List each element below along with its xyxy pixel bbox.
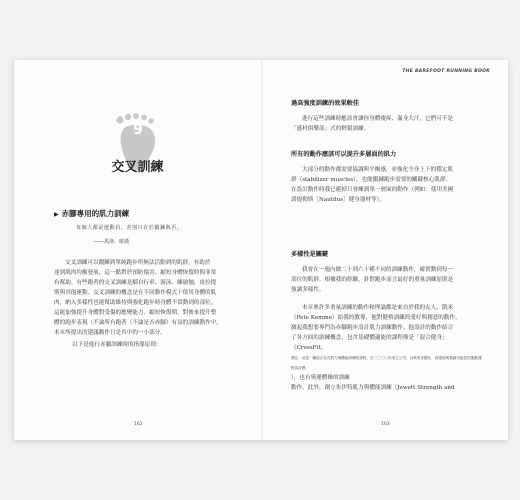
subsection-multiplane (291, 149, 483, 205)
left-body-text (54, 258, 234, 352)
running-head: THE BAREFOOT RUNNING BOOK (402, 69, 490, 74)
paragraph-block (291, 303, 483, 393)
text-line: 部位的肌群。根據我的經驗，針對跑步而言最好的重量訓練原則是 (291, 277, 454, 283)
text-line: ），也有奧運體操的訓練 (291, 375, 350, 381)
text-line: 體的跑步表現（不論所有跑者（不論是否赤腳）有益的訓練動作中， (54, 320, 222, 326)
text-line: 激起我想要專門為赤腳跑步設計肌力訓練動作。他設計的動作結合 (291, 325, 454, 331)
epigraph-author: ——馬洛．庫漢 (94, 239, 130, 245)
chapter-number: 9 (133, 122, 143, 138)
paragraph (291, 165, 483, 205)
right-page (263, 60, 508, 440)
text-line: 交叉訓練可以鍛鍊到單純跑步所無法活動到的肌群，有助於 (65, 260, 211, 266)
paragraph (291, 303, 483, 393)
book-spread (14, 60, 508, 440)
section-heading-text: 赤腳專用的肌力訓練 (61, 209, 130, 218)
subsection-heading: 所有的動作應該可以提升多層面的肌力 (291, 151, 397, 158)
epigraph-quote: 每個人都是運動員，差別只在於鍛鍊與否。 (76, 225, 183, 231)
chapter-title: 交叉訓練 (111, 160, 164, 175)
subsection-variety (291, 249, 483, 295)
text-line: （Pete Kemme）給我的教導，他對健格訓練的愛好與創意的動作， (291, 315, 461, 321)
subsection-heading: 過高強度訓練的效果較佳 (291, 100, 360, 107)
text-line: 本章所提出的建議動作只是其中的一小部分。 (54, 330, 166, 336)
text-line: 達到肌肉均衡發展，這一點對於預防傷害、縮短身體恢復時間非常 (54, 270, 217, 276)
text-line: （CrossFit， (291, 345, 327, 351)
translator-note: 以執業身體化、高強度與強調功能性的運動課程為目標。 (291, 356, 482, 370)
left-page (14, 60, 261, 440)
subsection-heading: 多樣性是關鍵 (291, 251, 329, 258)
text-line: 這能加強提升身體對受傷的應變能力，縮短恢復期，對後來提升整 (54, 310, 217, 316)
text-line: 肉，納入多樣性也能幫助維持與強化跑步時身體不常動到的部位。 (54, 300, 217, 306)
text-line: 進行這些訓練時應該會讓你身體痠疼、滿身大汗，它們可不是 (302, 116, 454, 122)
translator-note: 譯注：這是一種結合各式肌力與體能訓練的課程，在二〇〇〇年成立公司， (291, 356, 410, 360)
text-line: 我會在一週內做二十到六十種不同的訓練動作，確實動到每一 (302, 267, 454, 273)
text-line: 動作。此外，創立朱伊特肌力與體能訓練（Jewett Strength and (291, 385, 455, 391)
text-line: 諾提勒斯［Nautilus］健身器材等）。 (291, 197, 386, 203)
paragraph (54, 258, 234, 338)
text-line: 強調多樣性。 (291, 287, 325, 293)
paragraph: 以下是進行赤腳訓練時的指導原則： (72, 342, 162, 348)
text-line: 在設計動作時我已避掉只會練到單一層面的動作（例如：使用美國 (291, 187, 454, 193)
text-line: 本章裡許多重量訓練的動作和理論都是來自於我的友人，凱米 (302, 305, 454, 311)
section-marker-icon: ▶ (54, 211, 59, 218)
subsection-intensity (291, 98, 483, 134)
text-line: 「感村俱樂部」式的輕鬆訓練。 (291, 126, 370, 132)
text-line: 有幫助。有些跑者的交叉訓練是騎自行車、游泳、練瑜伽，皮拉提 (54, 280, 217, 286)
section-heading (54, 208, 129, 219)
page-number: 162 (134, 422, 143, 427)
text-line: 群（stabilizer muscles），也能鍛鍊跑步需要的關鍵核心肌群。 (291, 177, 452, 183)
text-line: 了各方面的訓練概念，包含基礎體適能的課程像是「混合健身」 (291, 335, 448, 341)
text-line: 斯與其他運動。交叉訓練的概念是在不同動作模式下使用身體的肌 (54, 290, 217, 296)
text-line: 大部分的動作都需要協調與平衡感，並強化全身上下的穩定肌 (302, 167, 454, 173)
paragraph (291, 114, 483, 134)
paragraph (291, 265, 483, 295)
page-number: 163 (381, 422, 390, 427)
